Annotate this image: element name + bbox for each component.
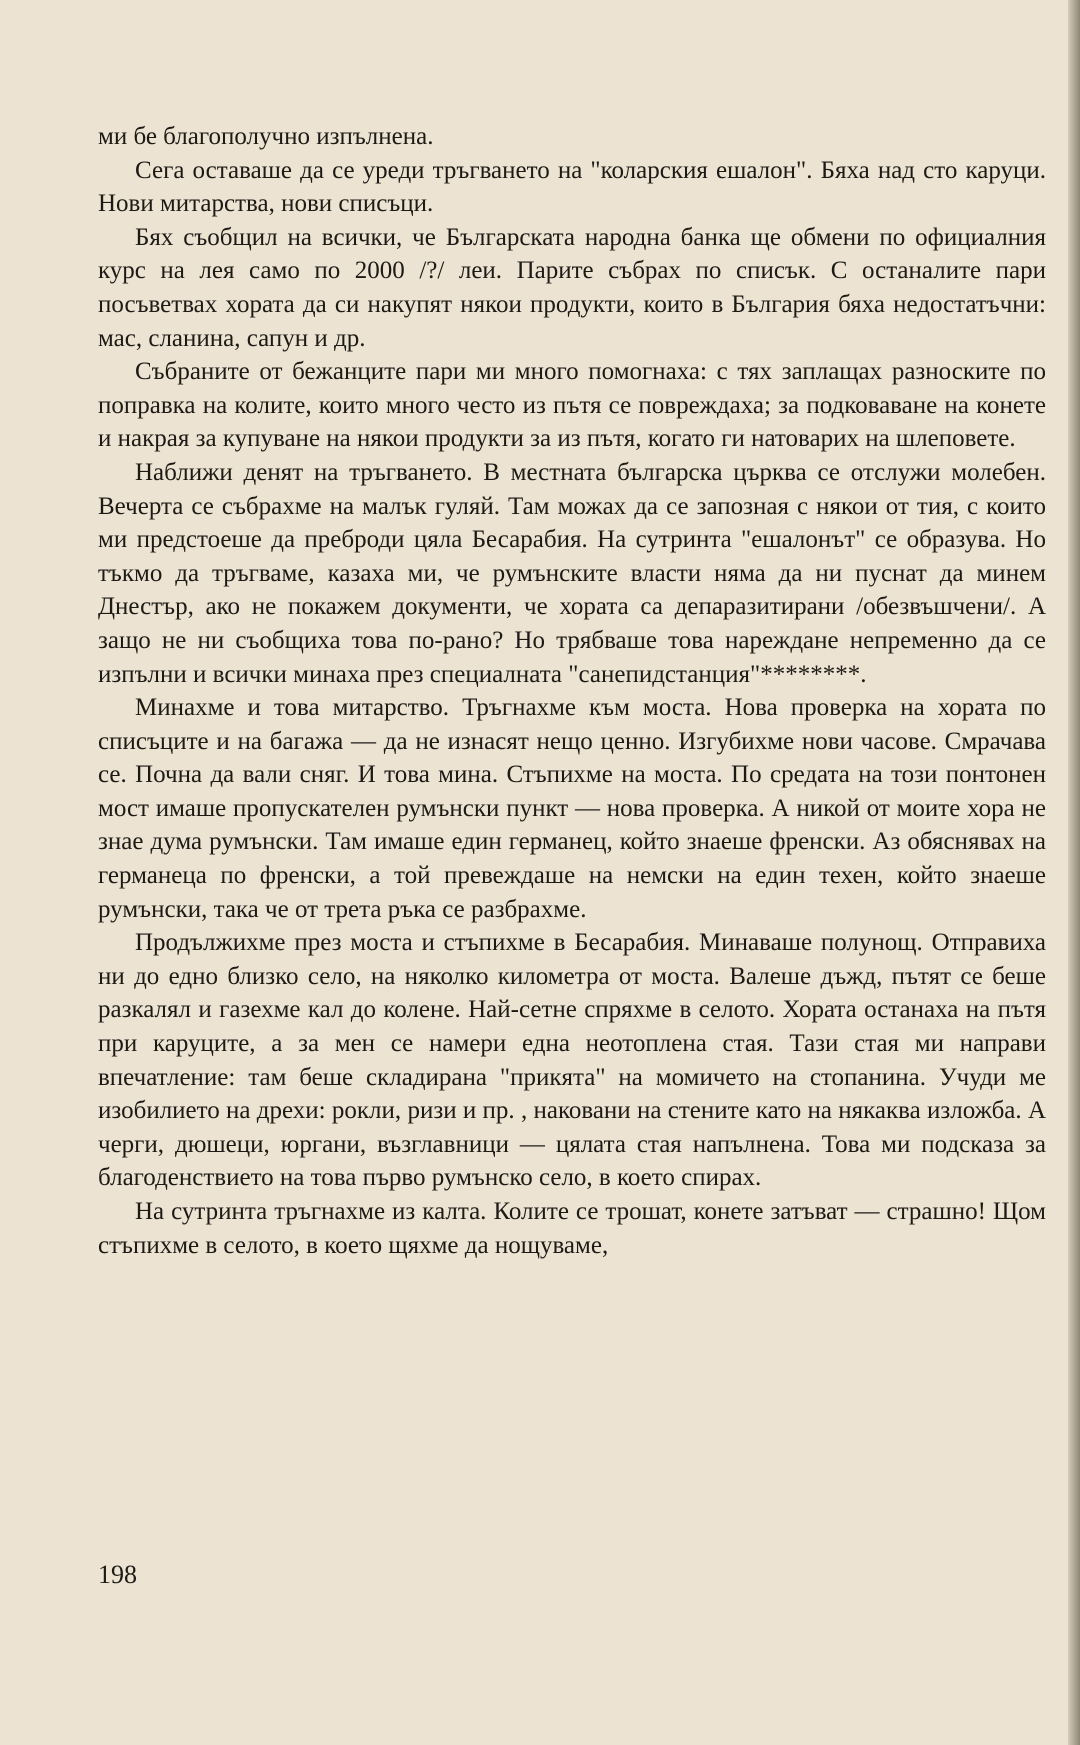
paragraph: На сутринта тръгнахме из калта. Колите се трошат, конете затъват — страшно! Щом стъпихме в селото, в което щяхме да нощуваме, — [98, 1198, 1046, 1259]
paragraph: Събраните от бежанците пари ми много помогнаха: с тях заплащах разноските по поправка на колите, които много често из пътя се повреждаха; за подковаване на конете и накрая за купуване на някои продукти за из пътя, когато ги натоварих на шлеповете. — [98, 358, 1046, 453]
body-text — [98, 120, 1046, 1262]
paragraph: Наближи денят на тръгването. В местната българска църква се отслужи молебен. Вечерта се събрахме на малък гуляй. Там можах да се запозная с някои от тия, с които ми предстоеше да преброди цяла Бесарабия. На сутринта "ешалонът" се образува. Но тъкмо да тръгваме, казаха ми, че румънските власти няма да ни пуснат да минем Днестър, ако не покажем документи, че хората са депаразитирани /обезвъшчени/. А защо не ни съобщиха това по-рано? Но трябваше това нареждане непременно да се изпълни и всички минаха през специалната "санепидстанция"********. — [98, 458, 1046, 688]
paragraph: ми бе благополучно изпълнена. — [98, 123, 434, 150]
paragraph: Сега оставаше да се уреди тръгването на "коларския ешалон". Бяха над сто каруци. Нови митарства, нови списъци. — [98, 156, 1046, 218]
page-number: 198 — [98, 1560, 137, 1589]
page-edge — [1068, 0, 1080, 1745]
paragraph: Продължихме през моста и стъпихме в Бесарабия. Минаваше полунощ. Отправиха ни до едно близко село, на няколко километра от моста. Валеше дъжд, пътят се беше разкалял и газехме кал до колене. Най-сетне спряхме в селото. Хората останаха на пътя при каруците, а за мен се намери една неотоплена стая. Тази стая ми направи впечатление: там беше складирана "прикята" на момичето на стопанина. Учуди ме изобилието на дрехи: рокли, ризи и пр. , наковани на стените като на някаква изложба. А черги, дюшеци, юргани, възглавници — цялата стая напълнена. Това ми подсказа за благоденствието на това първо румънско село, в което спирах. — [98, 929, 1046, 1192]
paragraph: Минахме и това митарство. Тръгнахме към моста. Нова проверка на хората по списъците и на багажа — да не изнасят нещо ценно. Изгубихме нови часове. Смрачава се. Почна да вали сняг. И това мина. Стъпихме на моста. По средата на този понтонен мост имаше пропускателен румънски пункт — нова проверка. А никой от моите хора не знае дума румънски. Там имаше един германец, който знаеше френски. Аз обяснявах на германеца по френски, а той превеждаше на немски на един техен, който знаеше румънски, така че от трета ръка се разбрахме. — [98, 694, 1046, 923]
paragraph: Бях съобщил на всички, че Българската народна банка ще обмени по официалния курс на лея само по 2000 /?/ леи. Парите събрах по списък. С останалите пари посъветвах хората да си накупят някои продукти, които в България бяха недостатъчни: мас, сланина, сапун и др. — [98, 223, 1046, 352]
